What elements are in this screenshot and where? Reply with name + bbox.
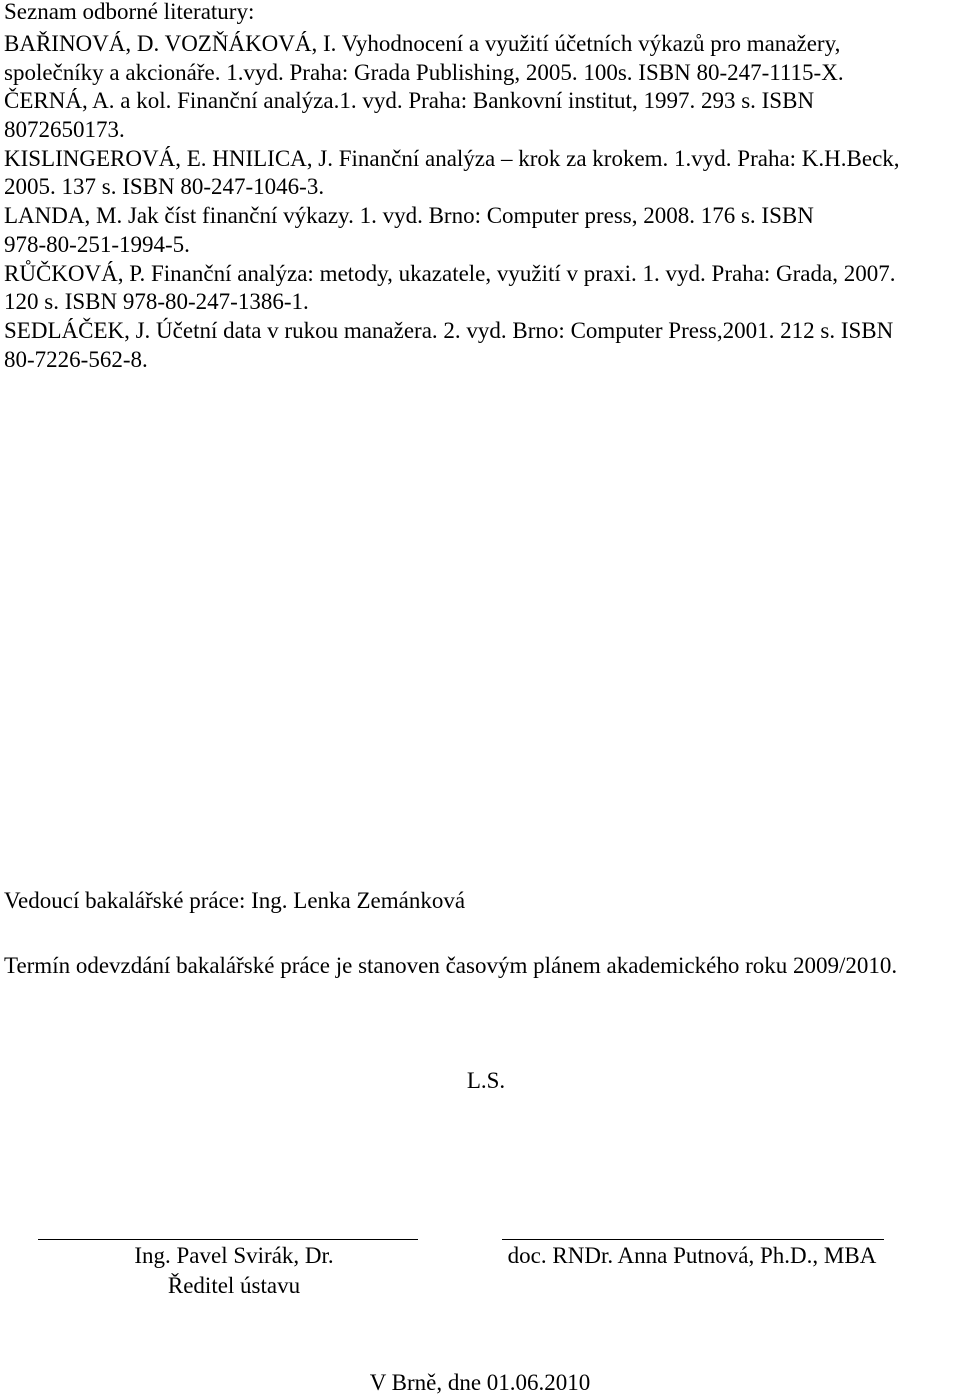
place-date: V Brně, dne 01.06.2010 [369, 1370, 591, 1395]
deadline-line: Termín odevzdání bakalářské práce je stanoven časovým plánem akademického roku 2009/2010. [4, 953, 898, 978]
reference-line: SEDLÁČEK, J. Účetní data v rukou manažera. 2. vyd. Brno: Computer Press,2001. 212 s. ISBN [4, 317, 894, 343]
reference-line: 2005. 137 s. ISBN 80-247-1046-3. [4, 174, 325, 200]
literature-heading: Seznam odborné literatury: [4, 0, 255, 24]
signature-block-right [488, 1241, 896, 1271]
signature-line-right [502, 1239, 884, 1240]
reference-line: RŮČKOVÁ, P. Finanční analýza: metody, ukazatele, využití v praxi. 1. vyd. Praha: Grada, 2007. [4, 260, 896, 286]
reference-line: společníky a akcionáře. 1.vyd. Praha: Grada Publishing, 2005. 100s. ISBN 80-247-1115-X. [4, 59, 844, 85]
signature-block-left [38, 1241, 430, 1301]
signature-line-left [38, 1239, 418, 1240]
reference-line: 80-7226-562-8. [4, 346, 148, 372]
reference-line: LANDA, M. Jak číst finanční výkazy. 1. vyd. Brno: Computer press, 2008. 176 s. ISBN [4, 203, 814, 229]
supervisor-line: Vedoucí bakalářské práce: Ing. Lenka Zemánková [4, 888, 466, 913]
reference-line: 120 s. ISBN 978-80-247-1386-1. [4, 289, 309, 315]
reference-line: BAŘINOVÁ, D. VOZŇÁKOVÁ, I. Vyhodnocení a využití účetních výkazů pro manažery, [4, 31, 841, 56]
reference-list [4, 30, 954, 374]
signatory-name-left: Ing. Pavel Svirák, Dr. [134, 1243, 334, 1268]
reference-line: ČERNÁ, A. a kol. Finanční analýza.1. vyd. Praha: Bankovní institut, 1997. 293 s. ISBN [4, 88, 815, 114]
reference-line: 978-80-251-1994-5. [4, 231, 190, 257]
signatory-role-left: Ředitel ústavu [167, 1273, 301, 1298]
reference-line: 8072650173. [4, 117, 125, 143]
signatory-name-right: doc. RNDr. Anna Putnová, Ph.D., MBA [507, 1243, 877, 1268]
seal-mark: L.S. [466, 1068, 506, 1093]
reference-line: KISLINGEROVÁ, E. HNILICA, J. Finanční analýza – krok za krokem. 1.vyd. Praha: K.H.Beck, [4, 145, 900, 171]
